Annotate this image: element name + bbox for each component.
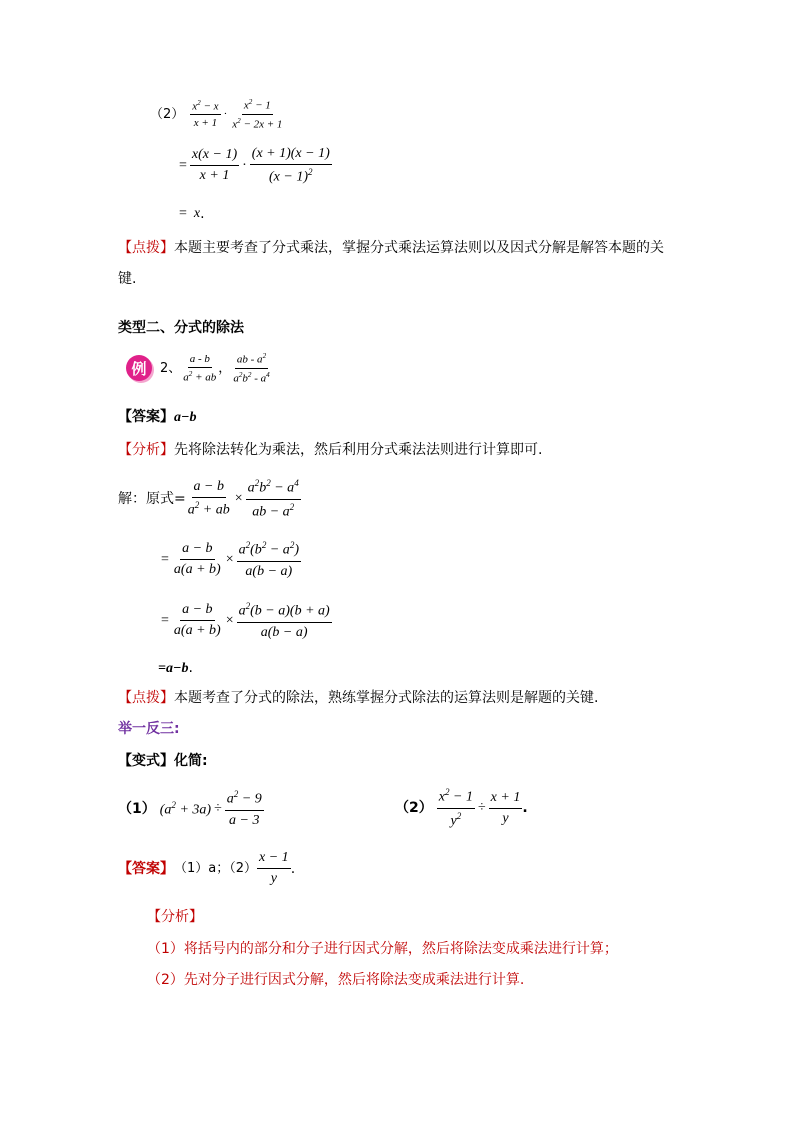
example-fraction-2: $\frac{ab - a^2}{a^2b^2 - a^4}$ bbox=[233, 352, 270, 385]
equals-sign: = bbox=[161, 612, 169, 628]
answer2-line bbox=[118, 850, 295, 887]
period: . bbox=[188, 660, 193, 676]
hint2-line bbox=[118, 691, 598, 705]
period: . bbox=[200, 206, 205, 222]
analysis-tag: 【分析】 bbox=[118, 442, 174, 458]
solution-step1: 解：原式= $\frac{a - b}{a^2 + ab}$ × $\frac{a^2b^2 - a^4}{ab - a^2}$ bbox=[118, 478, 299, 520]
sol-fraction-5: $\frac{a - b}{a(a + b)}$ bbox=[173, 602, 221, 639]
answer2-fraction: $\frac{x - 1}{y}$ bbox=[259, 850, 289, 886]
part2-step1: = $\frac{x(x - 1)}{x + 1}$ · $\frac{(x + 1)(x - 1)}{(x - 1)^2}$ bbox=[176, 146, 332, 186]
part2-step2 bbox=[176, 206, 205, 222]
sol-fraction-3: $\frac{a - b}{a(a + b)}$ bbox=[173, 541, 221, 578]
equals-sign: = bbox=[179, 206, 187, 221]
fraction-4: $\frac{(x + 1)(x - 1)}{(x - 1)^2}$ bbox=[251, 146, 330, 185]
section-title: 类型二、分式的除法 bbox=[118, 320, 244, 336]
sol-fraction-1: $\frac{a - b}{a^2 + ab}$ bbox=[187, 479, 230, 518]
analysis2-line2: （2）先对分子进行因式分解，然后将除法变成乘法进行计算. bbox=[147, 972, 525, 988]
sol-fraction-4: $\frac{a^2(b^2 - a^2)}{a(b - a)}$ bbox=[238, 540, 300, 579]
variant-text: 化简: bbox=[174, 753, 208, 769]
example-separator: ， bbox=[218, 360, 232, 376]
step-result: x bbox=[193, 206, 201, 221]
answer-tag: 【答案】 bbox=[118, 409, 174, 425]
hint1-line1 bbox=[118, 241, 664, 255]
hint1-text: 本题主要考查了分式乘法，掌握分式乘法运算法则以及因式分解是解答本题的关 bbox=[174, 240, 664, 256]
variant-fraction-3: $\frac{x + 1}{y}$ bbox=[490, 789, 521, 826]
fraction-3: $\frac{x(x - 1)}{x + 1}$ bbox=[191, 147, 238, 184]
variant-p2-label: （2） bbox=[395, 800, 433, 817]
sol-fraction-2: $\frac{a^2b^2 - a^4}{ab - a^2}$ bbox=[247, 478, 299, 520]
example-fraction-1: $\frac{a - b}{a^2 + ab}$ bbox=[183, 352, 217, 384]
variant-tag: 【变式】 bbox=[118, 753, 174, 769]
variant-fraction-2: $\frac{x^2 - 1}{y^2}$ bbox=[438, 787, 473, 829]
answer2-text: （1）a；（2） bbox=[174, 861, 258, 876]
equals-sign: = bbox=[161, 551, 169, 567]
part2-expression: （2） $\frac{x^2 - x}{x + 1}$ · $\frac{x^2 - 1}{x^2 - 2x + 1}$ bbox=[150, 98, 283, 131]
solution-step3: = $\frac{a - b}{a(a + b)}$ × $\frac{a^2(b - a)(b + a)}{a(b - a)}$ bbox=[158, 601, 332, 641]
variant-fraction-1: $\frac{a^2 - 9}{a - 3}$ bbox=[226, 789, 262, 828]
fraction-2: $\frac{x^2 - 1}{x^2 - 2x + 1}$ bbox=[232, 98, 283, 131]
example-number: 2、 bbox=[160, 360, 182, 376]
final-result-line bbox=[158, 661, 193, 676]
example-2 bbox=[126, 352, 272, 384]
solution-step2: = $\frac{a - b}{a(a + b)}$ × $\frac{a^2(b^2 - a^2)}{a(b - a)}$ bbox=[158, 540, 301, 580]
hint1-tag: 【点拨】 bbox=[118, 240, 174, 256]
example-badge: 例 bbox=[126, 355, 152, 381]
variant-line bbox=[118, 754, 208, 768]
variant-problem-1: （1） $(a^2 + 3a)$ ÷ $\frac{a^2 - 9}{a - 3}$ bbox=[118, 789, 262, 828]
answer2-tail: . bbox=[290, 860, 296, 877]
solution-label: 解：原式= bbox=[118, 491, 186, 508]
sol-fraction-6: $\frac{a^2(b - a)(b + a)}{a(b - a)}$ bbox=[238, 601, 330, 640]
fraction-1: $\frac{x^2 - x}{x + 1}$ bbox=[192, 98, 219, 130]
part2-label: （2） bbox=[150, 106, 185, 122]
equals-sign: = bbox=[179, 157, 187, 173]
variant-p1-label: （1） bbox=[118, 800, 156, 817]
answer2-tag: 【答案】 bbox=[118, 860, 174, 877]
variant-problem-2: （2） $\frac{x^2 - 1}{y^2}$ ÷ $\frac{x + 1}{y}$ . bbox=[395, 787, 528, 829]
analysis-text: 先将除法转化为乘法，然后利用分式乘法法则进行计算即可. bbox=[174, 442, 543, 458]
answer-value: a−b bbox=[174, 410, 197, 425]
hint2-tag: 【点拨】 bbox=[118, 690, 174, 706]
period: . bbox=[522, 800, 528, 817]
practice-title: 举一反三: bbox=[118, 721, 180, 737]
analysis2-line1: （1）将括号内的部分和分子进行因式分解，然后将除法变成乘法进行计算； bbox=[147, 941, 618, 957]
analysis2-tag: 【分析】 bbox=[147, 909, 203, 925]
answer-line bbox=[118, 410, 196, 425]
final-result: =a−b bbox=[158, 661, 189, 676]
hint2-text: 本题考查了分式的除法，熟练掌握分式除法的运算法则是解题的关键. bbox=[174, 690, 599, 706]
analysis-line bbox=[118, 443, 542, 457]
hint1-line2: 键. bbox=[118, 271, 137, 287]
